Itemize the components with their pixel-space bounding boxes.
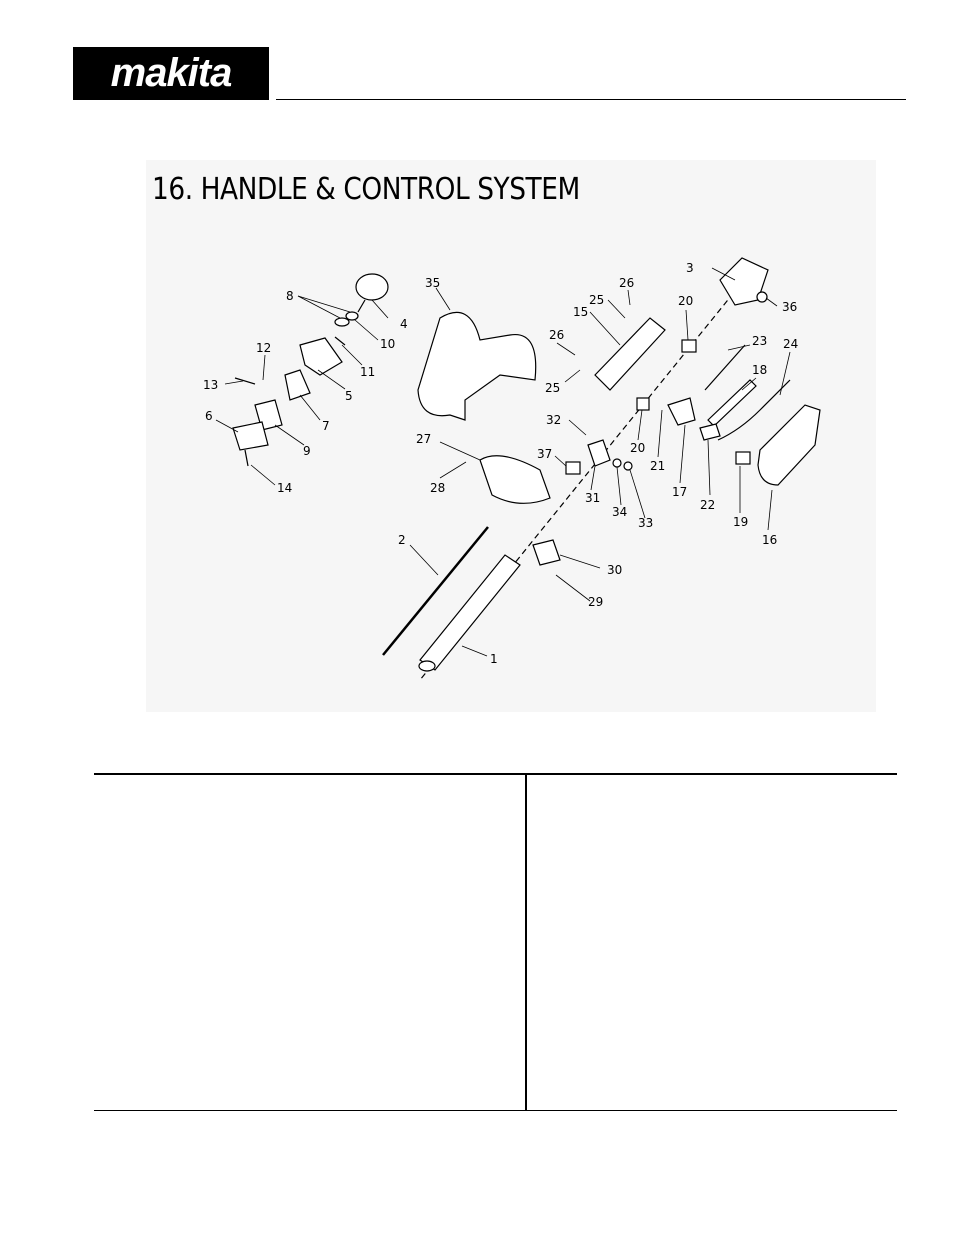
callout-18: 18 xyxy=(752,363,768,377)
callout-7: 7 xyxy=(322,419,330,433)
callout-14: 14 xyxy=(277,481,293,495)
callout-8: 8 xyxy=(286,289,294,303)
bracket-20-lower xyxy=(637,398,649,410)
callout-22: 22 xyxy=(700,498,716,512)
pin-11 xyxy=(335,337,345,345)
stop-switch xyxy=(736,452,750,464)
bracket-20-upper xyxy=(682,340,696,352)
callout-37: 37 xyxy=(537,447,553,461)
parts-table-bottom-rule xyxy=(94,1110,897,1111)
parts-table-column-divider xyxy=(525,774,527,1110)
callout-31: 31 xyxy=(585,491,601,505)
screw-14 xyxy=(245,450,248,466)
grip-block xyxy=(285,370,310,400)
hanger-clamp xyxy=(533,540,560,565)
shaft-end xyxy=(419,661,435,671)
knob-stem xyxy=(358,300,365,312)
callout-23: 23 xyxy=(752,334,768,348)
callout-12: 12 xyxy=(256,341,272,355)
callout-20-upper: 20 xyxy=(678,294,694,308)
callout-19: 19 xyxy=(733,515,749,529)
bracket-31 xyxy=(588,440,610,466)
callout-27: 27 xyxy=(416,432,432,446)
shoulder-harness xyxy=(418,312,536,420)
callout-13: 13 xyxy=(203,378,219,392)
callout-9: 9 xyxy=(303,444,311,458)
callout-6: 6 xyxy=(205,409,213,423)
screw-13 xyxy=(235,378,255,384)
callout-29: 29 xyxy=(588,595,604,609)
callout-33: 33 xyxy=(638,516,654,530)
callout-26-lower: 26 xyxy=(549,328,565,342)
throttle-lever xyxy=(708,380,756,426)
nut-33 xyxy=(624,462,632,470)
part-22 xyxy=(700,424,720,440)
callout-1: 1 xyxy=(490,652,498,666)
callout-28: 28 xyxy=(430,481,446,495)
callout-11: 11 xyxy=(360,365,376,379)
washer xyxy=(346,312,358,320)
callout-15: 15 xyxy=(573,305,589,319)
callout-30: 30 xyxy=(607,563,623,577)
pad-37 xyxy=(566,462,580,474)
loop-handle xyxy=(480,456,550,504)
callout-24: 24 xyxy=(783,337,799,351)
callout-20-lower: 20 xyxy=(630,441,646,455)
section-title: 16. HANDLE & CONTROL SYSTEM xyxy=(152,172,580,207)
callout-21: 21 xyxy=(650,459,666,473)
callout-3: 3 xyxy=(686,261,694,275)
callout-34: 34 xyxy=(612,505,628,519)
throttle-cable xyxy=(705,345,745,390)
callout-5: 5 xyxy=(345,389,353,403)
throttle-housing xyxy=(758,405,820,485)
washer xyxy=(335,318,349,326)
callout-25-lower: 25 xyxy=(545,381,561,395)
makita-logo: makita xyxy=(73,47,269,100)
knob xyxy=(356,274,388,300)
callout-26-upper: 26 xyxy=(619,276,635,290)
callout-35: 35 xyxy=(425,276,441,290)
callout-2: 2 xyxy=(398,533,406,547)
callout-17: 17 xyxy=(672,485,688,499)
callout-36: 36 xyxy=(782,300,798,314)
callout-10: 10 xyxy=(380,337,396,351)
washer-34 xyxy=(613,459,621,467)
clamp-housing xyxy=(300,338,342,375)
lever-bracket-17 xyxy=(668,398,695,425)
callout-4: 4 xyxy=(400,317,408,331)
callout-32: 32 xyxy=(546,413,562,427)
callout-25-upper: 25 xyxy=(589,293,605,307)
callout-16: 16 xyxy=(762,533,778,547)
parts-table-top-rule xyxy=(94,773,897,775)
bolt-36 xyxy=(757,292,767,302)
grip-cap xyxy=(233,422,268,450)
